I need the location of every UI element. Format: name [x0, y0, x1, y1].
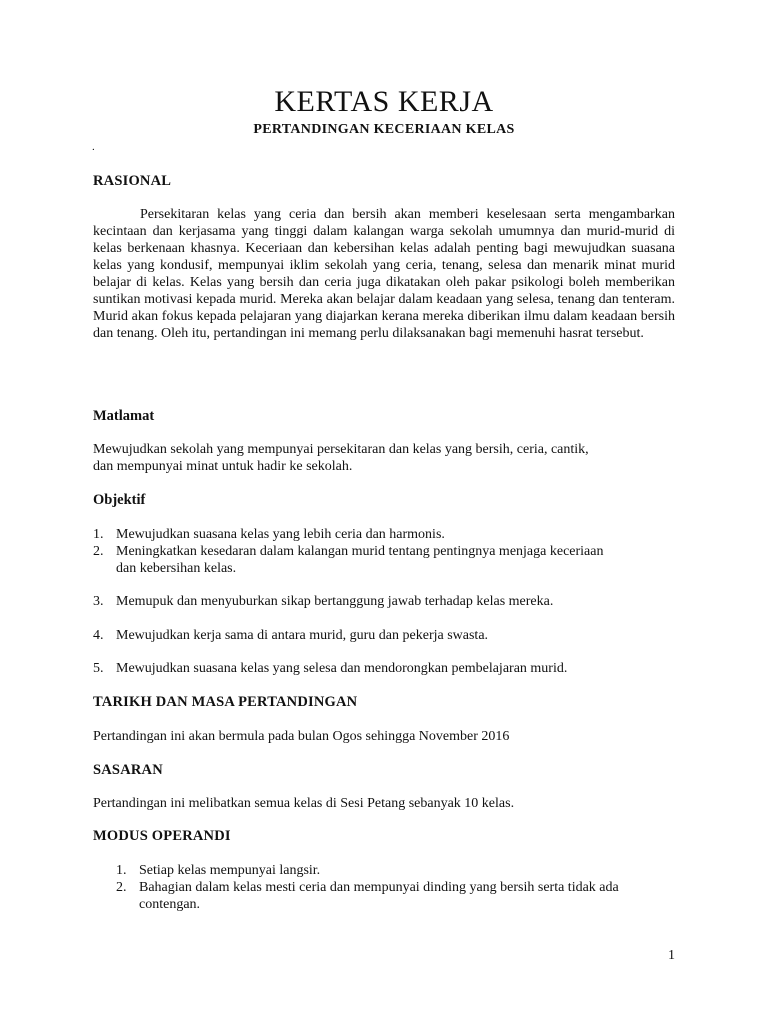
- list-number: 4.: [93, 628, 104, 643]
- objektif-list-4: [93, 627, 488, 644]
- list-text: Meningkatkan kesedaran dalam kalangan murid tentang pentingnya menjaga keceriaan: [116, 544, 604, 559]
- tarikh-heading: TARIKH DAN MASA PERTANDINGAN: [93, 694, 358, 710]
- list-text-continued: dan kebersihan kelas.: [116, 561, 237, 576]
- list-text: Mewujudkan suasana kelas yang lebih ceria dan harmonis.: [116, 527, 445, 542]
- document-subtitle: PERTANDINGAN KECERIAAN KELAS: [253, 122, 515, 137]
- list-text: Memupuk dan menyuburkan sikap bertanggung jawab terhadap kelas mereka.: [116, 594, 554, 609]
- objektif-heading: Objektif: [93, 492, 146, 508]
- list-number: 1.: [116, 863, 127, 878]
- list-item: [116, 879, 619, 913]
- sasaran-text: Pertandingan ini melibatkan semua kelas di Sesi Petang sebanyak 10 kelas.: [93, 796, 515, 811]
- sasaran-heading: SASARAN: [93, 762, 163, 778]
- tarikh-text: Pertandingan ini akan bermula pada bulan Ogos sehingga November 2016: [93, 729, 510, 744]
- list-text-continued: contengan.: [139, 897, 201, 912]
- objektif-list-5: [93, 660, 567, 677]
- rasional-heading: RASIONAL: [93, 173, 172, 189]
- list-text: Mewujudkan kerja sama di antara murid, guru dan pekerja swasta.: [116, 628, 489, 643]
- objektif-list-3: [93, 593, 553, 610]
- matlamat-line-2: dan mempunyai minat untuk hadir ke sekolah.: [93, 459, 353, 474]
- page-number: 1: [668, 948, 675, 963]
- list-item: [116, 862, 619, 879]
- list-item: [93, 543, 603, 577]
- list-number: 2.: [93, 544, 104, 559]
- list-item: [93, 593, 553, 610]
- list-text: Setiap kelas mempunyai langsir.: [139, 863, 321, 878]
- stray-dot: .: [92, 141, 95, 153]
- list-number: 2.: [116, 880, 127, 895]
- list-item: [93, 526, 603, 543]
- matlamat-line-1: Mewujudkan sekolah yang mempunyai persekitaran dan kelas yang bersih, ceria, cantik,: [93, 442, 589, 457]
- modus-heading: MODUS OPERANDI: [93, 828, 231, 844]
- list-number: 3.: [93, 594, 104, 609]
- rasional-paragraph: Persekitaran kelas yang ceria dan bersih akan memberi keselesaan serta mengambarkan kecintaan dan kerjasama yang tinggi dalam kalangan warga sekolah umumnya dan murid-murid di kelas berkenaan khasnya. Keceriaan dan kebersihan kelas adalah penting bagi mewujudkan suasana kelas yang kondusif, mempunyai iklim sekolah yang ceria, tenang, selesa dan menarik minat murid belajar di kelas. Kelas yang bersih dan ceria juga dikatakan oleh pakar psikologi boleh memberikan suntikan motivasi kepada murid. Mereka akan belajar dalam keadaan yang selesa, tenang dan tenteram. Murid akan fokus kepada pelajaran yang diajarkan kerana mereka diberikan ilmu dalam keadaan bersih dan tenang. Oleh itu, pertandingan ini memang perlu dilaksanakan bagi memenuhi hasrat tersebut.: [93, 207, 675, 341]
- list-number: 5.: [93, 661, 104, 676]
- list-item: [93, 660, 567, 677]
- objektif-list: [93, 526, 603, 577]
- list-item: [93, 627, 488, 644]
- document-title: KERTAS KERJA: [274, 85, 494, 118]
- list-number: 1.: [93, 527, 104, 542]
- list-text: Mewujudkan suasana kelas yang selesa dan mendorongkan pembelajaran murid.: [116, 661, 568, 676]
- list-text: Bahagian dalam kelas mesti ceria dan mempunyai dinding yang bersih serta tidak ada: [139, 880, 619, 895]
- matlamat-heading: Matlamat: [93, 408, 155, 424]
- modus-list: [116, 862, 619, 913]
